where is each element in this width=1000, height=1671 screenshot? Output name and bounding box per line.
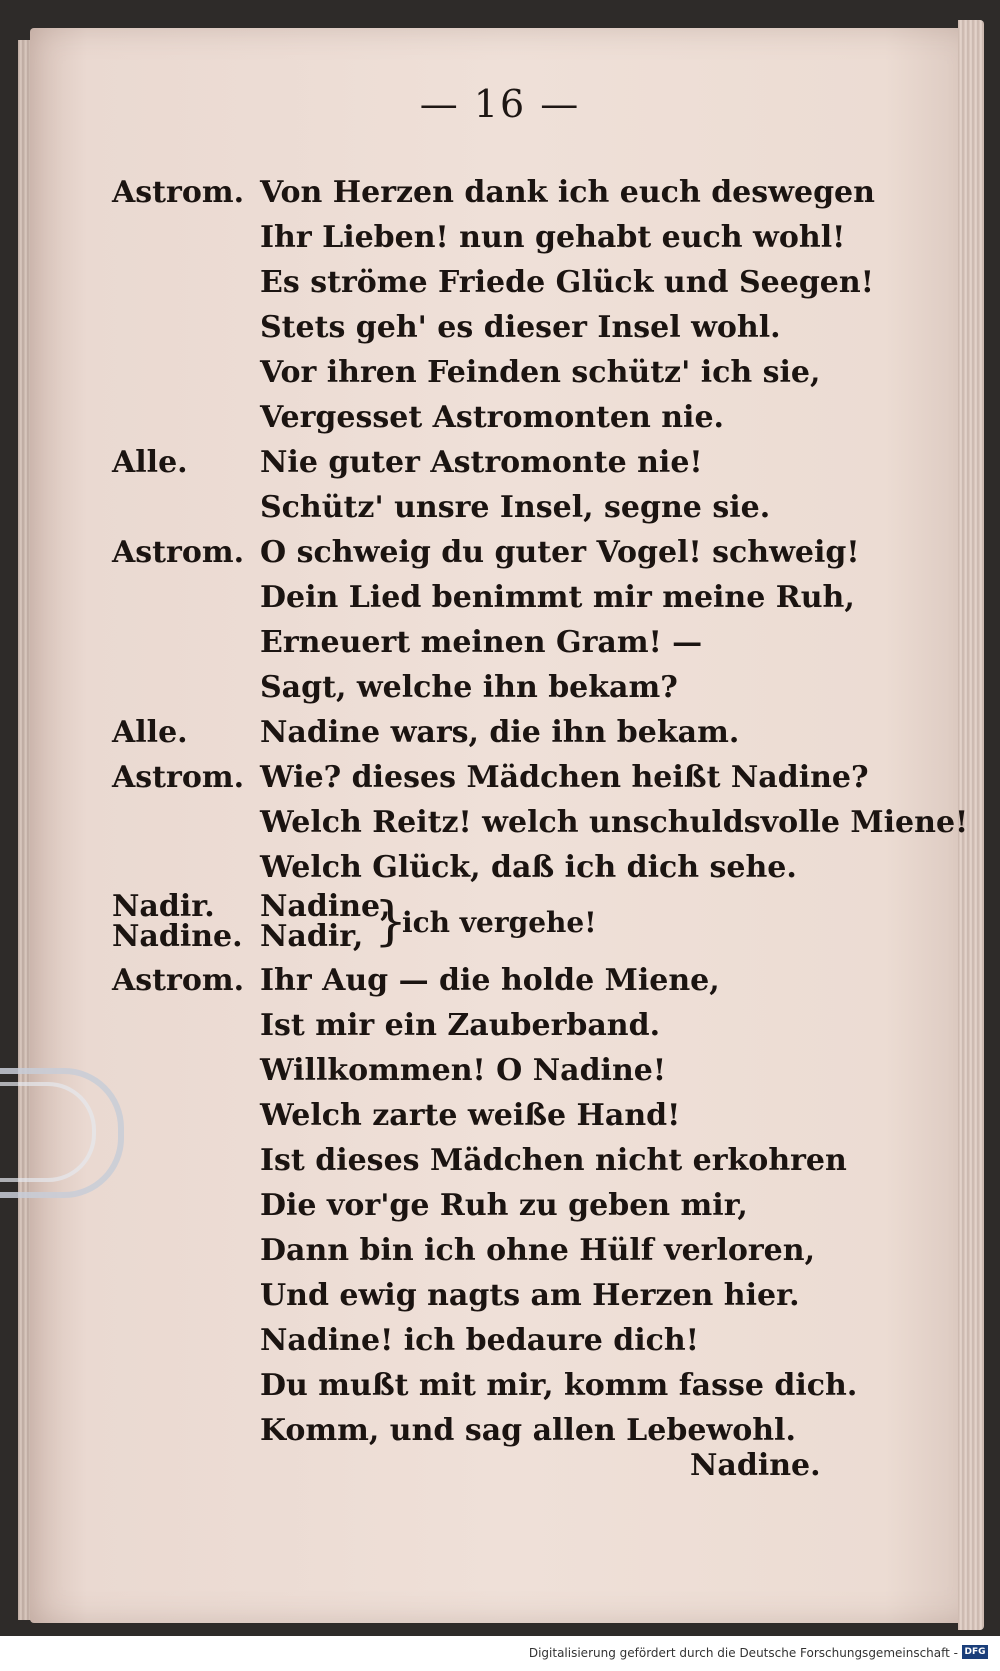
speaker-name: Astrom.	[112, 175, 245, 210]
speaker-name: Astrom.	[112, 760, 245, 795]
verse-line-text: Willkommen! O Nadine!	[260, 1053, 667, 1088]
verse-line	[112, 170, 942, 215]
verse-line-text: Ist mir ein Zauberband.	[260, 1008, 661, 1043]
verse-line	[112, 350, 942, 395]
verse-line	[112, 845, 942, 890]
verse-line-text: Sagt, welche ihn bekam?	[260, 670, 678, 705]
verse-line-text: Vor ihren Feinden schütz' ich sie,	[260, 355, 821, 390]
verse-line	[112, 958, 942, 1003]
verse-line-text: Ihr Aug — die holde Miene,	[260, 963, 720, 998]
verse-line	[112, 800, 969, 845]
verse-line	[112, 1138, 942, 1183]
speaker-name: Astrom.	[112, 535, 245, 570]
dfg-logo: DFG	[962, 1645, 988, 1659]
verse-line-text: Vergesset Astromonten nie.	[260, 400, 724, 435]
verse-line-text: Welch zarte weiße Hand!	[260, 1098, 681, 1133]
footer-credit: Digitalisierung gefördert durch die Deutsche Forschungsgemeinschaft -	[528, 1646, 958, 1660]
verse-line	[112, 440, 942, 485]
verse-line-text: Dann bin ich ohne Hülf verloren,	[260, 1233, 816, 1268]
verse-line	[112, 305, 942, 350]
verse-line	[112, 1273, 942, 1318]
verse-line-text: Stets geh' es dieser Insel wohl.	[260, 310, 781, 345]
verse-line-text: Von Herzen dank ich euch deswegen	[260, 175, 875, 210]
verse-line	[112, 530, 942, 575]
verse-line-text: Du mußt mit mir, komm fasse dich.	[260, 1368, 858, 1403]
verse-line	[112, 395, 942, 440]
verse-line	[112, 755, 942, 800]
verse-line-text: O schweig du guter Vogel! schweig!	[260, 535, 860, 570]
verse-line-text: Und ewig nagts am Herzen hier.	[260, 1278, 800, 1313]
speaker-name: Alle.	[112, 445, 188, 480]
duet-brace: }	[374, 892, 408, 952]
verse-line	[112, 485, 942, 530]
verse-line-text: Es ströme Friede Glück und Seegen!	[260, 265, 874, 300]
verse-line-text: Nadine wars, die ihn bekam.	[260, 715, 740, 750]
verse-text	[112, 170, 969, 1453]
duet-shared-line: ich vergehe!	[402, 906, 597, 939]
verse-line	[112, 575, 942, 620]
verse-line-text: Ist dieses Mädchen nicht erkohren	[260, 1143, 847, 1178]
speaker-nadir: Nadir.	[112, 889, 215, 924]
duet-line-2: Nadir,	[260, 919, 364, 954]
verse-line	[112, 620, 942, 665]
paper-clip-inner	[0, 1082, 96, 1182]
verse-line	[112, 710, 942, 755]
verse-block-1	[112, 170, 969, 890]
speaker-nadine: Nadine.	[112, 919, 243, 954]
duet-block	[112, 890, 942, 958]
verse-line	[112, 260, 942, 305]
verse-line-text: Welch Glück, daß ich dich sehe.	[260, 850, 797, 885]
verse-line	[112, 665, 942, 710]
verse-line	[112, 1003, 942, 1048]
verse-line-text: Nadine! ich bedaure dich!	[260, 1323, 699, 1358]
verse-line	[112, 1228, 942, 1273]
verse-line	[112, 1093, 942, 1138]
verse-line-text: Wie? dieses Mädchen heißt Nadine?	[260, 760, 869, 795]
verse-line	[112, 1363, 942, 1408]
verse-block-2	[112, 958, 942, 1453]
verse-line-text: Komm, und sag allen Lebewohl.	[260, 1413, 796, 1448]
verse-line	[112, 1408, 942, 1453]
page-number: — 16 —	[419, 82, 581, 126]
speaker-name: Astrom.	[112, 963, 245, 998]
speaker-name: Alle.	[112, 715, 188, 750]
catchword: Nadine.	[690, 1448, 821, 1483]
verse-line	[112, 215, 942, 260]
verse-line	[112, 1318, 942, 1363]
verse-line-text: Nie guter Astromonte nie!	[260, 445, 703, 480]
verse-line-text: Schütz' unsre Insel, segne sie.	[260, 490, 771, 525]
verse-line	[112, 1183, 942, 1228]
verse-line	[112, 1048, 942, 1093]
verse-line-text: Erneuert meinen Gram! —	[260, 625, 703, 660]
verse-line-text: Ihr Lieben! nun gehabt euch wohl!	[260, 220, 846, 255]
verse-line-text: Welch Reitz! welch unschuldsvolle Miene!	[260, 805, 969, 840]
duet-line-1: Nadine,	[260, 889, 391, 924]
footer-bar	[0, 1636, 1000, 1671]
verse-line-text: Dein Lied benimmt mir meine Ruh,	[260, 580, 855, 615]
verse-line-text: Die vor'ge Ruh zu geben mir,	[260, 1188, 748, 1223]
